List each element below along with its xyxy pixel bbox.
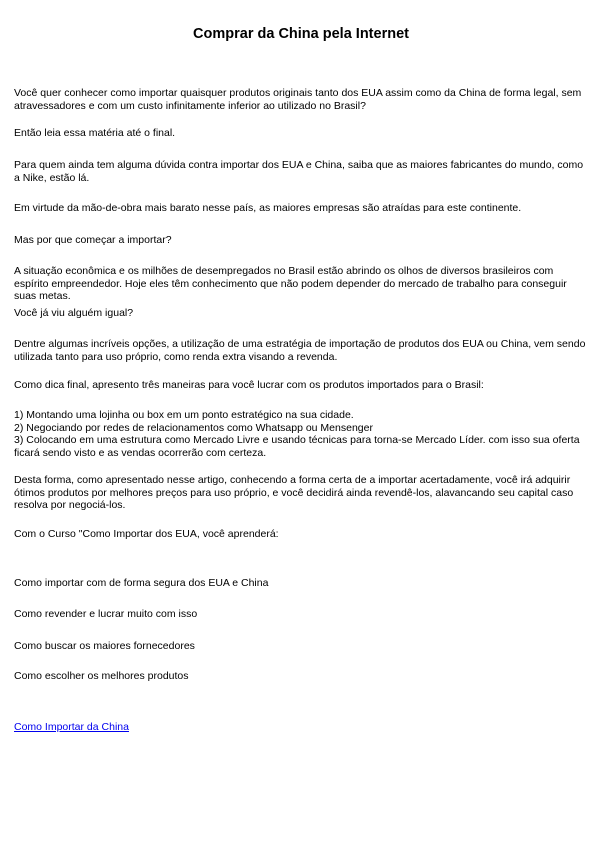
list-item: 3) Colocando em uma estrutura como Mercado Livre e usando técnicas para torna-se Mercado Líder. com isso sua oferta ficará sendo visto e as vendas ocorrerão com certeza. [14, 434, 580, 459]
economic-situation-paragraph: A situação econômica e os milhões de desempregados no Brasil estão abrindo os olhos de diversos brasileiros com espírito empreendedor. Hoje eles têm conhecimento que não podem depender do mercado de trabalho para conseguir suas metas. [14, 265, 567, 303]
why-import-paragraph: Mas por que começar a importar? [14, 234, 172, 246]
page-title: Comprar da China pela Internet [193, 26, 409, 42]
final-tip-paragraph: Como dica final, apresento três maneiras para você lucrar com os produtos importados para o Brasil: [14, 379, 484, 391]
manufacturers-paragraph: Para quem ainda tem alguma dúvida contra importar dos EUA e China, saiba que as maiores fabricantes do mundo, como a Nike, estão lá. [14, 159, 584, 184]
course-intro-paragraph: Com o Curso "Como Importar dos EUA, você aprenderá: [14, 528, 279, 540]
learn-item: Como escolher os melhores produtos [14, 670, 189, 682]
strategy-paragraph: Dentre algumas incríveis opções, a utilização de uma estratégia de importação de produtos dos EUA ou China, vem sendo utilizada tanto para uso próprio, como renda extra visando a revenda. [14, 338, 586, 363]
seen-someone-paragraph: Você já viu alguém igual? [14, 307, 134, 319]
link-container [14, 721, 588, 734]
learn-item: Como importar com de forma segura dos EUA e China [14, 577, 269, 589]
learn-item: Como revender e lucrar muito com isso [14, 608, 198, 620]
read-until-end-paragraph: Então leia essa matéria até o final. [14, 127, 176, 139]
learn-item: Como buscar os maiores fornecedores [14, 640, 195, 652]
conclusion-paragraph: Desta forma, como apresentado nesse artigo, conhecendo a forma certa de a importar acertadamente, você irá adquirir ótimos produtos por melhores preços para uso próprio, e você decidirá ainda revendê-los, alavancando seu capital caso resolva por negociá-los. [14, 474, 574, 512]
intro-paragraph: Você quer conhecer como importar quaisquer produtos originais tanto dos EUA assim como da China de forma legal, sem atravessadores e com um custo infinitamente inferior ao utilizado no Brasil? [14, 87, 582, 112]
labor-paragraph: Em virtude da mão-de-obra mais barato nesse país, as maiores empresas são atraídas para este continente. [14, 202, 522, 214]
ways-list [14, 409, 588, 459]
import-china-link[interactable]: Como Importar da China [14, 721, 129, 733]
list-item: 2) Negociando por redes de relacionamentos como Whatsapp ou Mensenger [14, 421, 373, 434]
list-item: 1) Montando uma lojinha ou box em um ponto estratégico na sua cidade. [14, 409, 354, 421]
